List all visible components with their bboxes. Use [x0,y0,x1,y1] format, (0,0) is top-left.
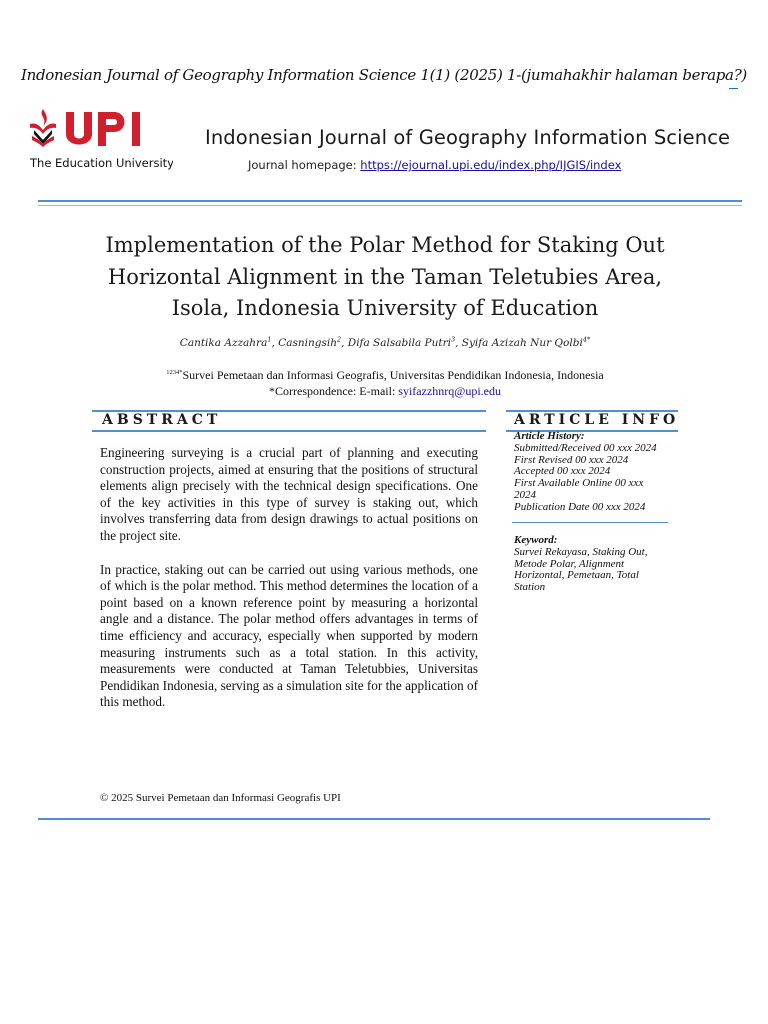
logo-tagline: The Education University [30,156,173,170]
author-name: Casningsih [278,337,337,349]
running-header: Indonesian Journal of Geography Information Science 1(1) (2025) 1-(jumahakhir halaman berapa?) [21,66,747,84]
abstract-paragraph: In practice, staking out can be carried out using various methods, one of which is the polar method. This method determines the location of a point based on a known reference point by measuring a horizontal angle and a distance. The polar method offers advantages in terms of time efficiency and accuracy, especially when supported by modern measuring instruments such as a total station. In this activity, measurements were conducted at Taman Teletubbies, Universitas Pendidikan Indonesia, serving as a simulation site for the application of this method. [100,561,478,710]
author-list: Cantika Azzahra$^1$, Casningsih$^2$, Difa Salsabila Putri$^3$, Syifa Azizah Nur Qolbi$^{4*}$ [179,335,591,349]
correspondence-email[interactable]: syifazzhnrq@upi.edu [398,384,501,398]
journal-homepage [248,158,621,172]
copyright: © 2025 Survei Pemetaan dan Informasi Geografis UPI [100,792,341,804]
affiliation-text: Survei Pemetaan dan Informasi Geografis, Universitas Pendidikan Indonesia, Indonesia [182,368,604,382]
title-line: Isola, Indonesia University of Education [171,296,599,320]
affiliation-block [60,367,710,399]
keyword-heading: Keyword: [514,534,558,546]
author-sup: 2 [336,335,342,344]
upi-logo [28,104,173,174]
title-line: Horizontal Alignment in the Taman Teletubies Area, [107,264,663,289]
article-info-heading: ARTICLE INFO [514,412,680,428]
correspondence [60,383,710,399]
header-divider-thin [38,205,742,206]
article-history [514,431,664,514]
abstract-paragraph: Engineering surveying is a crucial part of planning and executing construction projects, aimed at ensuring that the positions of structural elements align precisely with the technical design specifications. One of the key activities in this type of survey is staking out, which involves transferring data from design drawings to actual positions on the project site. [100,445,478,543]
header-divider [38,200,742,202]
footer-divider [38,818,710,820]
abstract-body [100,445,478,728]
abstract-bottom-rule [92,430,486,432]
history-item: First Available Online 00 xxx 2024 [514,477,644,501]
author-sup: 1 [267,335,272,344]
abstract-heading: ABSTRACT [102,412,222,428]
info-divider [512,522,668,523]
author-name: Difa Salsabila Putri [347,337,451,349]
title-line: Implementation of the Polar Method for Staking Out [105,233,665,257]
keyword-list: Survei Rekayasa, Staking Out, Metode Polar, Alignment Horizontal, Pemetaan, Total Station [514,545,648,594]
history-heading: Article History: [514,430,585,442]
history-item: Accepted 00 xxx 2024 [514,465,611,478]
affiliation-sup: 1234* [166,369,183,376]
history-item: Submitted/Received 00 xxx 2024 [514,441,657,454]
author-name: Cantika Azzahra [179,337,268,349]
keywords-block [514,535,664,594]
journal-title: Indonesian Journal of Geography Information Science [205,126,731,149]
header-tick [729,88,738,89]
logo-emblem-icon [28,104,173,174]
affiliation [60,367,710,383]
correspondence-label: *Correspondence: E-mail: [269,384,396,398]
author-name: Syifa Azizah Nur Qolbi [461,337,583,349]
homepage-link[interactable]: https://ejournal.upi.edu/index.php/IJGIS/index [360,158,622,172]
history-item: First Revised 00 xxx 2024 [514,453,629,466]
history-item: Publication Date 00 xxx 2024 [514,500,646,513]
author-sup: 4* [582,335,591,344]
paper-title [80,230,690,325]
homepage-label: Journal homepage: [248,158,357,172]
author-sup: 3 [450,335,456,344]
